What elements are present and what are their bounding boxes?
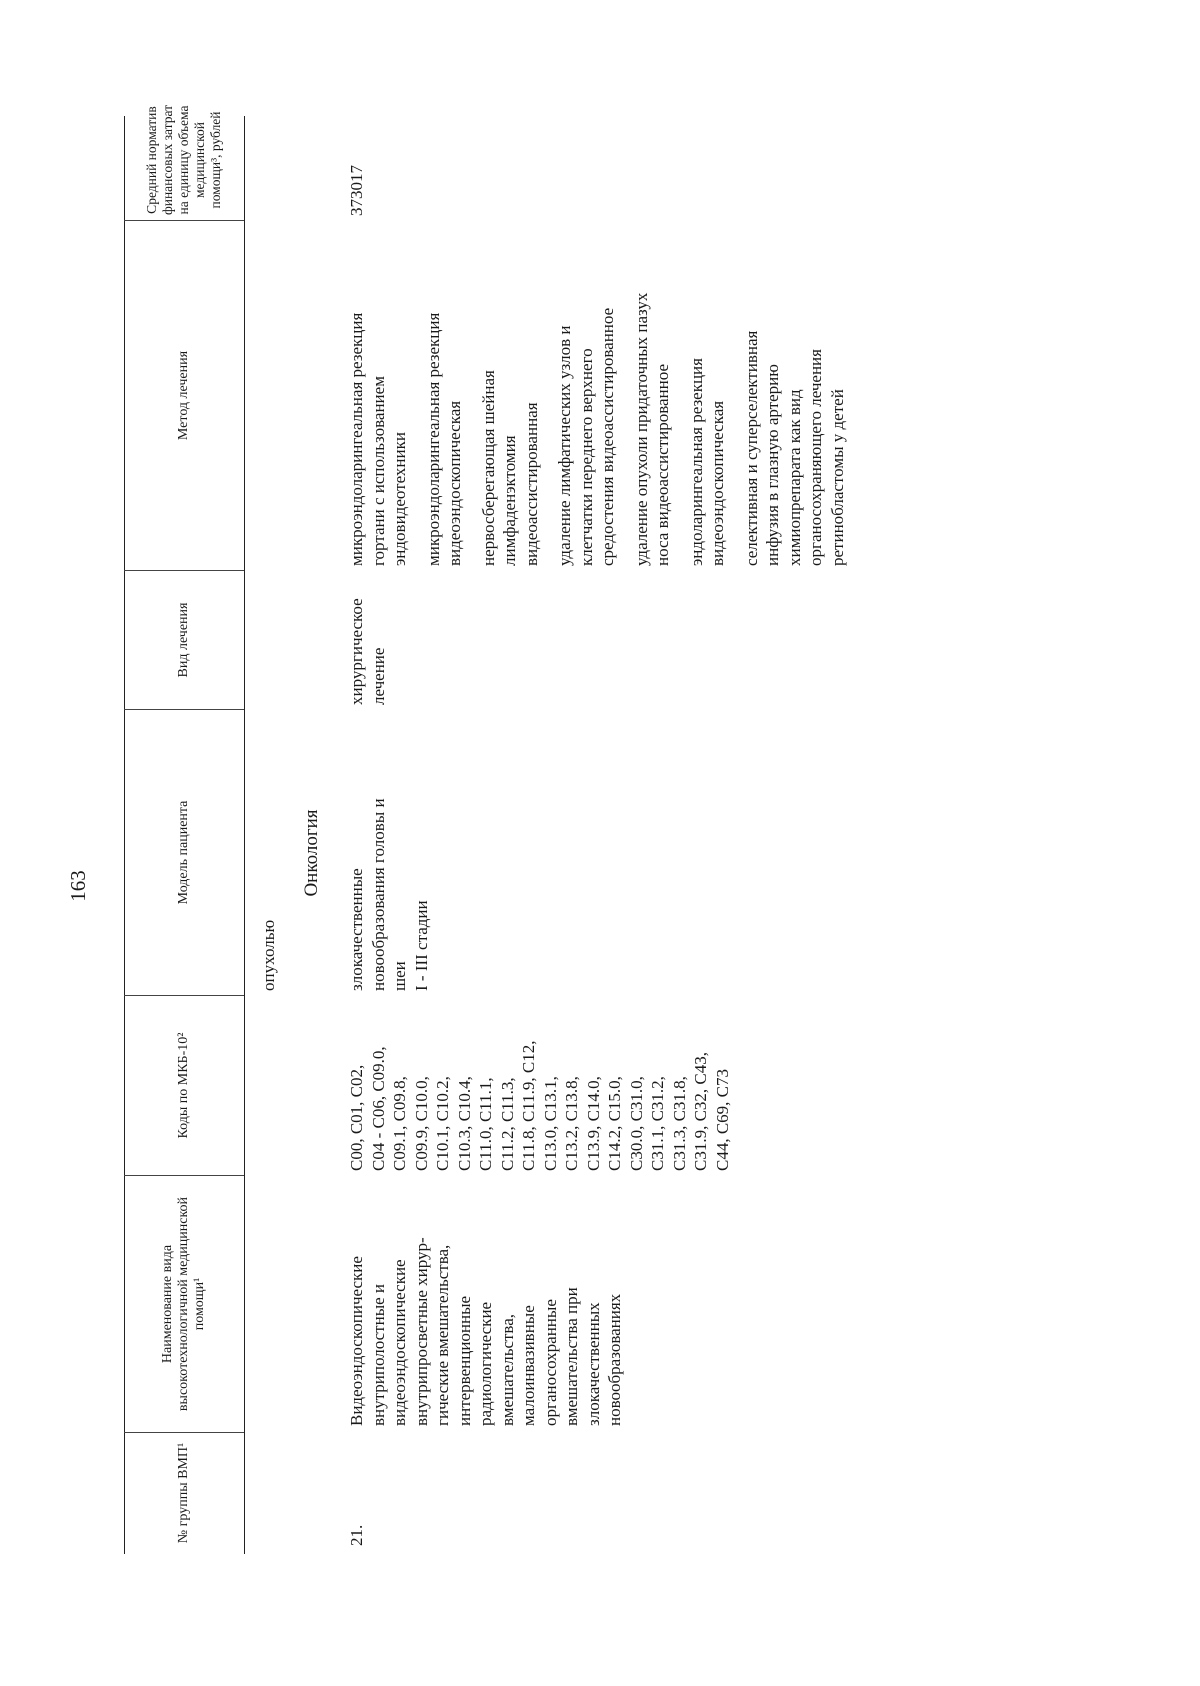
treatment-method: удаление опухоли придаточных пазух носа видеоассистированное bbox=[631, 292, 672, 566]
column-divider bbox=[124, 1175, 244, 1176]
treatment-method: микроэндоларингеальная резекция видеоэндоскопическая bbox=[423, 312, 464, 566]
header-avg-cost: Средний норматив финансовых затрат на единицу объема медицинской помощи³, рублей bbox=[144, 104, 223, 216]
page-number: 163 bbox=[66, 870, 90, 902]
header-patient-model: Модель пациента bbox=[176, 800, 191, 905]
header-treatment-type: Вид лечения bbox=[176, 602, 191, 678]
treatment-method: микроэндоларингеальная резекция гортани с использованием эндовидеотехники bbox=[347, 312, 409, 566]
header-vmp-name: Наименование вида высокотехнологичной медицинской помощи¹ bbox=[160, 1196, 207, 1412]
column-divider bbox=[124, 1432, 244, 1433]
treatment-method: нервосберегающая шейная лимфаденэктомия видеоассистированная bbox=[478, 370, 541, 566]
row-vmp-name: Видеоэндоскопические внутриполостные и видеоэндоскопические внутрипросветные хирур- гические вмешательства, интервенционные радиологические вмешательства, малоинвазивные органосохранные вмешательства при злокачественных новообразованиях bbox=[347, 1237, 624, 1426]
header-group-no: № группы ВМП¹ bbox=[176, 1442, 191, 1544]
row-group-no: 21. bbox=[347, 1524, 366, 1546]
treatment-method: селективная и суперселективная инфузия в глазную артерию химиопрепарата как вид органосохраняющего лечения ретинобластомы у детей bbox=[741, 330, 847, 566]
treatment-methods-list bbox=[346, 216, 848, 566]
column-divider bbox=[124, 220, 244, 221]
row-avg-cost: 373017 bbox=[347, 165, 366, 216]
row-patient-model: злокачественные новообразования головы и шеи I - III стадии bbox=[347, 798, 431, 991]
treatment-method: эндоларингеальная резекция видеоэндоскопическая bbox=[686, 358, 727, 566]
column-divider bbox=[124, 709, 244, 710]
continued-text: опухолью bbox=[259, 919, 278, 991]
column-divider bbox=[124, 570, 244, 571]
table-header-bottom-border bbox=[244, 116, 245, 1554]
header-mkb-codes: Коды по МКБ-10² bbox=[176, 1032, 191, 1139]
row-treatment-type: хирургическое лечение bbox=[347, 598, 388, 705]
header-treatment-method: Метод лечения bbox=[176, 350, 191, 441]
section-title: Онкология bbox=[301, 809, 322, 897]
row-mkb-codes: C00, C01, C02, C04 - C06, C09.0, C09.1, C09.8, C09.9, C10.0, C10.1, C10.2, C10.3, C10.4, C11.0, C11.1, C11.2, C11.3, C11.8, C11.9, C12, C13.0, C13.1, C13.2, C13.8, C13.9, C14.0, C14.2, C15.0, C30.0, C31.0, C31.1, C31.2, C31.3, C31.8, C31.9, C32, C43, C44, C69, C73 bbox=[347, 1040, 732, 1171]
column-divider bbox=[124, 995, 244, 996]
treatment-method: удаление лимфатических узлов и клетчатки переднего верхнего средостения видеоассистированное bbox=[555, 307, 617, 566]
